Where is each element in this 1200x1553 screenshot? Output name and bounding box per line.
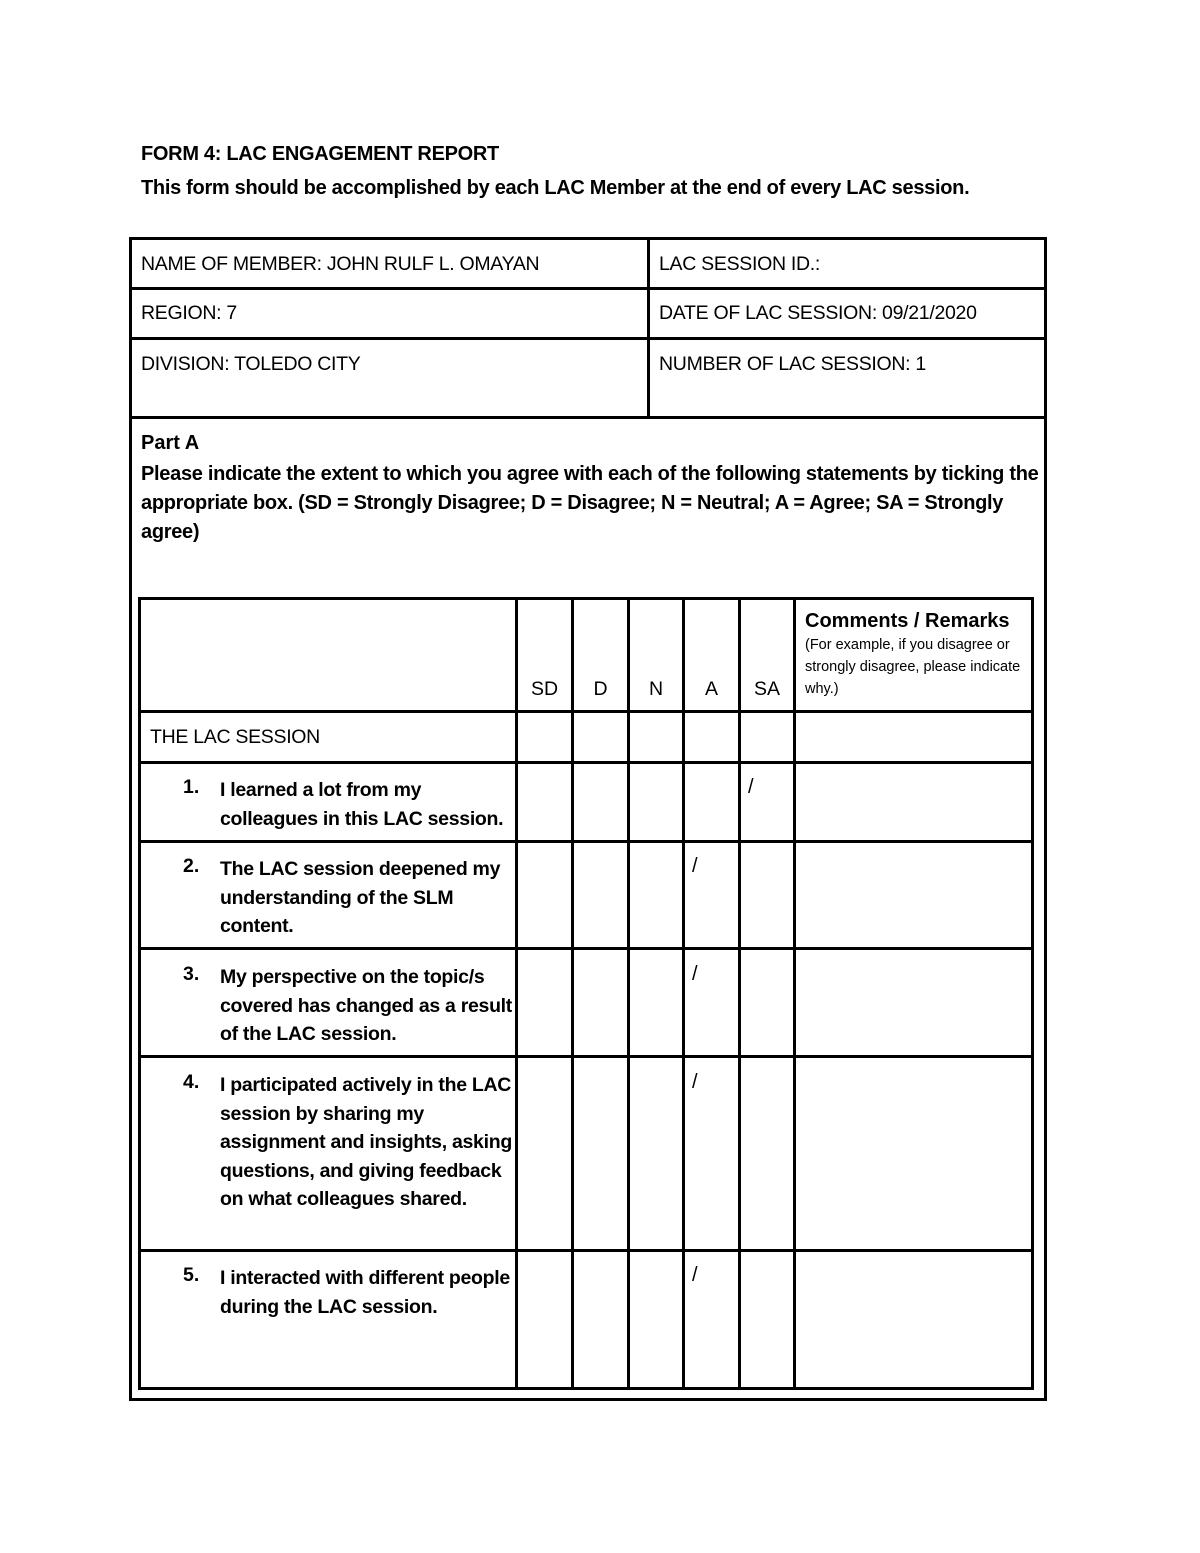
rating-tick-sa[interactable]: / bbox=[748, 776, 754, 798]
rating-tick-a[interactable]: / bbox=[692, 855, 698, 877]
statement-number: 4. bbox=[183, 1071, 200, 1093]
row-line-2 bbox=[138, 947, 1034, 950]
statement-number: 1. bbox=[183, 776, 200, 798]
column-header-n: N bbox=[648, 678, 664, 700]
region-field[interactable]: REGION: 7 bbox=[141, 302, 237, 324]
column-header-sa: SA bbox=[753, 678, 780, 700]
statement-number: 5. bbox=[183, 1264, 200, 1286]
statement-text: I interacted with different people during the LAC session. bbox=[220, 1267, 510, 1318]
column-line-sd bbox=[515, 597, 518, 1390]
form-title: FORM 4: LAC ENGAGEMENT REPORT bbox=[141, 143, 499, 165]
column-header-a: A bbox=[704, 678, 718, 700]
row-line-header bbox=[138, 710, 1034, 713]
statement-text: The LAC session deepened my understanding of the SLM content. bbox=[220, 858, 501, 938]
column-line-n bbox=[627, 597, 630, 1390]
statement-text: My perspective on the topic/s covered has changed as a result of the LAC session. bbox=[220, 966, 512, 1046]
info-divider-2 bbox=[129, 337, 1047, 340]
row-line-3 bbox=[138, 1055, 1034, 1058]
division-field[interactable]: DIVISION: TOLEDO CITY bbox=[141, 353, 361, 375]
section-label: THE LAC SESSION bbox=[150, 726, 320, 748]
statement-text: I participated actively in the LAC session by sharing my assignment and insights, asking questions, and giving feedback on what colleagues shared. bbox=[220, 1074, 512, 1211]
row-line-section bbox=[138, 761, 1034, 764]
row-line-1 bbox=[138, 840, 1034, 843]
session-id-field[interactable]: LAC SESSION ID.: bbox=[659, 253, 820, 275]
row-line-4 bbox=[138, 1249, 1034, 1252]
statement-text: I learned a lot from my colleagues in this LAC session. bbox=[220, 779, 504, 830]
part-a-title: Part A bbox=[141, 432, 200, 454]
column-header-d: D bbox=[593, 678, 608, 700]
rating-tick-a[interactable]: / bbox=[692, 963, 698, 985]
comments-note: (For example, if you disagree or strongly disagree, please indicate why.) bbox=[805, 637, 1021, 697]
session-number-field[interactable]: NUMBER OF LAC SESSION: 1 bbox=[659, 353, 926, 375]
column-line-a bbox=[682, 597, 685, 1390]
member-name-field[interactable]: NAME OF MEMBER: JOHN RULF L. OMAYAN bbox=[141, 253, 540, 275]
column-header-sd: SD bbox=[530, 678, 559, 700]
comments-header bbox=[805, 610, 1025, 700]
column-line-sa bbox=[738, 597, 741, 1390]
rating-tick-a[interactable]: / bbox=[692, 1071, 698, 1093]
part-a-instructions: Please indicate the extent to which you agree with each of the following statements by ticking the appropriate box. (SD = Strongly Disagree; D = Disagree; N = Neutral; A = Agree; SA = Strongly agree) bbox=[141, 463, 1039, 543]
form-subtitle: This form should be accomplished by each LAC Member at the end of every LAC session. bbox=[141, 177, 970, 199]
column-line-d bbox=[571, 597, 574, 1390]
comments-title: Comments / Remarks bbox=[805, 610, 1010, 632]
session-date-field[interactable]: DATE OF LAC SESSION: 09/21/2020 bbox=[659, 302, 977, 324]
info-column-divider bbox=[647, 237, 650, 418]
statement-number: 3. bbox=[183, 963, 200, 985]
info-divider-3 bbox=[129, 416, 1047, 419]
info-divider-1 bbox=[129, 287, 1047, 290]
rating-tick-a[interactable]: / bbox=[692, 1264, 698, 1286]
statement-number: 2. bbox=[183, 855, 200, 877]
column-line-comments bbox=[793, 597, 796, 1390]
